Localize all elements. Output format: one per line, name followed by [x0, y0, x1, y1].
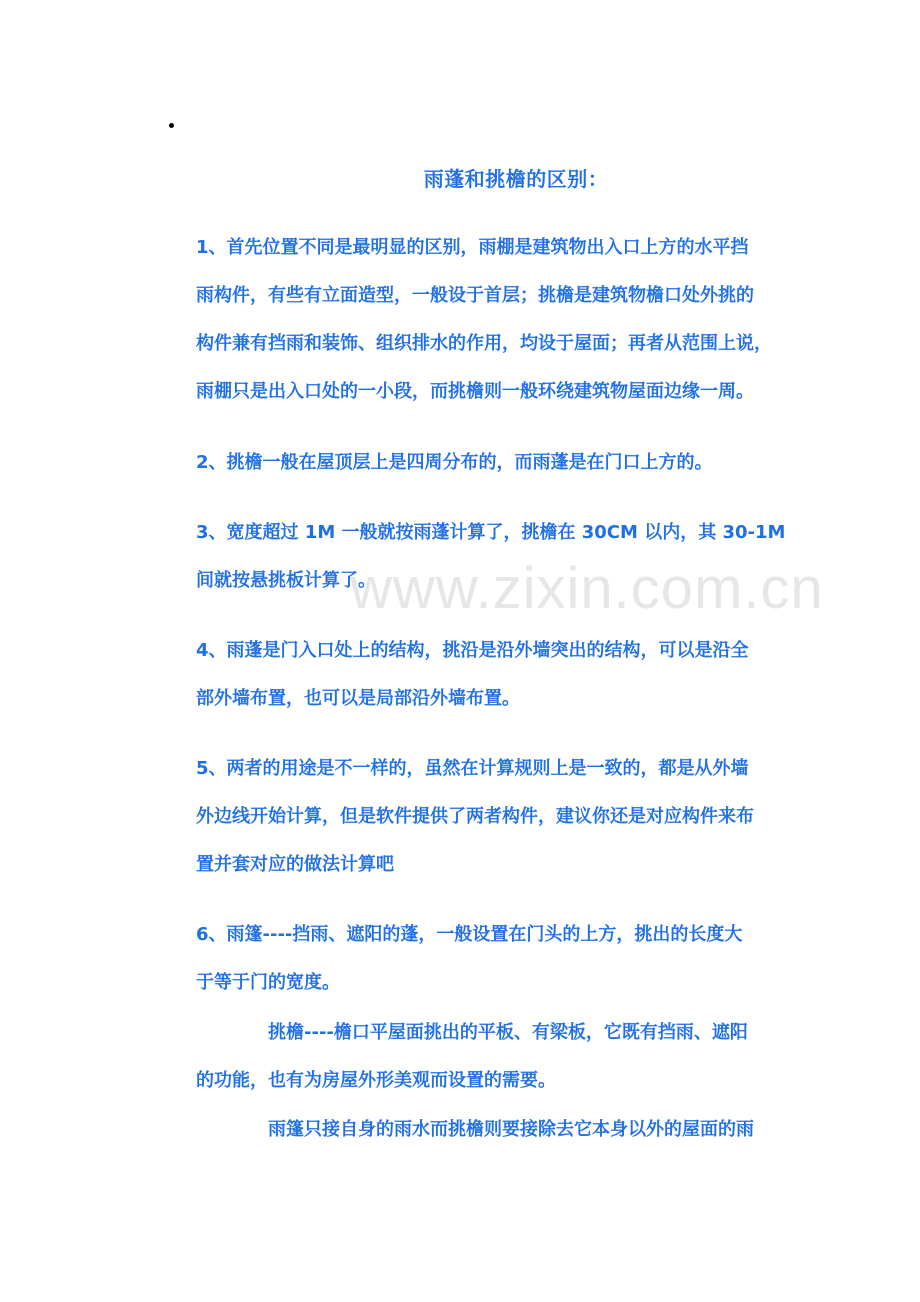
watermark: www.zixin.com.cn [350, 556, 824, 621]
paragraph-7 [196, 1009, 838, 1105]
paragraph-line: 间就按悬挑板计算了。 [196, 570, 376, 591]
paragraph-line: 构件兼有挡雨和装饰、组织排水的作用，均设于屋面；再者从范围上说， [196, 333, 772, 354]
paragraph-line: 5、两者的用途是不一样的，虽然在计算规则上是一致的，都是从外墙 [196, 758, 749, 779]
paragraph-line: 于等于门的宽度。 [196, 972, 340, 993]
document-title: 雨蓬和挑檐的区别： [423, 167, 609, 191]
paragraph-line: 外边线开始计算，但是软件提供了两者构件，建议你还是对应构件来布 [196, 806, 754, 827]
paragraph-line: 3、宽度超过 1M 一般就按雨蓬计算了，挑檐在 30CM 以内，其 30-1M [196, 522, 786, 543]
paragraph-2 [196, 439, 838, 487]
paragraph-5 [196, 745, 838, 889]
paragraph-line: 4、雨蓬是门入口处上的结构，挑沿是沿外墙突出的结构，可以是沿全 [196, 640, 749, 661]
paragraph-line: 置并套对应的做法计算吧 [196, 854, 394, 875]
paragraph-4 [196, 627, 838, 723]
paragraph-8 [196, 1106, 838, 1154]
paragraph-line: 部外墙布置，也可以是局部沿外墙布置。 [196, 688, 520, 709]
paragraph-line: 雨构件，有些有立面造型，一般设于首层；挑檐是建筑物檐口处外挑的 [196, 285, 754, 306]
paragraph-6 [196, 911, 838, 1007]
paragraph-3 [196, 509, 838, 605]
paragraph-line: 2、挑檐一般在屋顶层上是四周分布的，而雨蓬是在门口上方的。 [196, 452, 713, 473]
paragraph-line: 雨篷只接自身的雨水而挑檐则要接除去它本身以外的屋面的雨 [268, 1119, 754, 1140]
paragraph-1 [196, 224, 838, 416]
bullet-dot-icon [169, 123, 174, 128]
paragraph-line: 1、首先位置不同是最明显的区别，雨棚是建筑物出入口上方的水平挡 [196, 237, 749, 258]
paragraph-line: 挑檐----檐口平屋面挑出的平板、有梁板，它既有挡雨、遮阳 [268, 1022, 748, 1043]
paragraph-line: 的功能，也有为房屋外形美观而设置的需要。 [196, 1070, 556, 1091]
paragraph-line: 雨棚只是出入口处的一小段，而挑檐则一般环绕建筑物屋面边缘一周。 [196, 381, 754, 402]
paragraph-line: 6、雨篷----挡雨、遮阳的蓬，一般设置在门头的上方，挑出的长度大 [196, 924, 743, 945]
